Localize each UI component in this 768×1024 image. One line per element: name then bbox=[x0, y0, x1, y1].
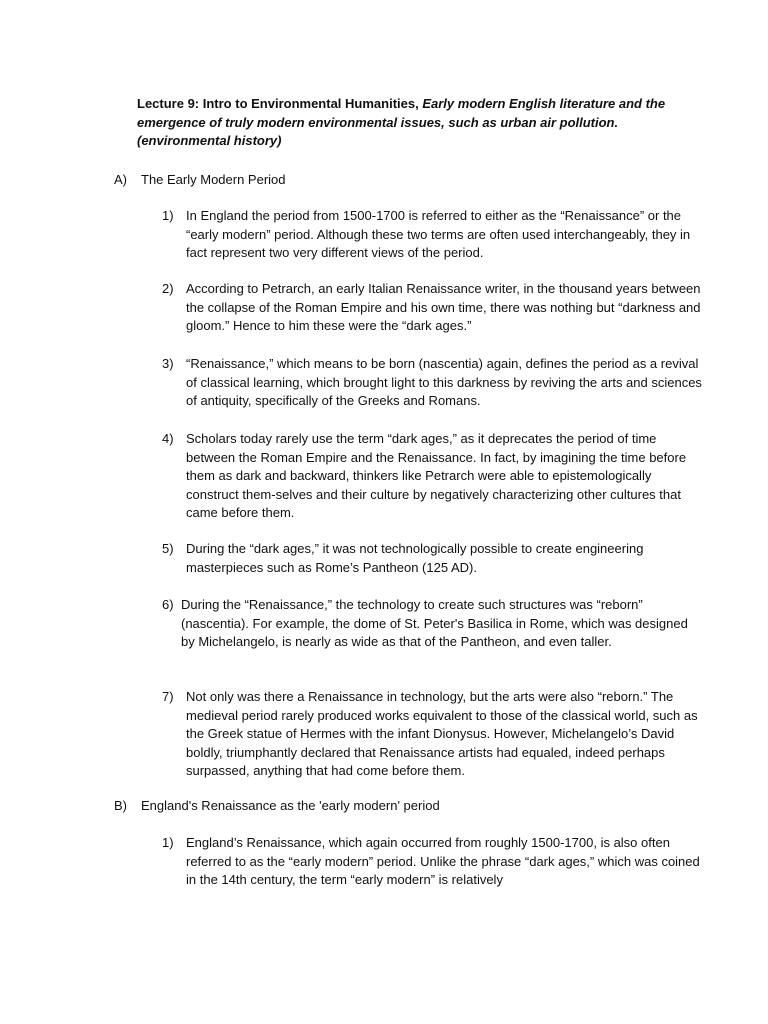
item-number: 7) bbox=[162, 689, 174, 704]
list-item bbox=[162, 688, 702, 781]
section-marker: B) bbox=[114, 798, 127, 813]
item-number: 3) bbox=[162, 356, 174, 371]
list-item bbox=[162, 355, 702, 411]
list-item bbox=[162, 207, 702, 263]
item-number: 6) bbox=[162, 597, 174, 612]
item-number: 4) bbox=[162, 431, 174, 446]
item-text: During the “dark ages,” it was not technologically possible to create engineering masterpieces such as Rome’s Pantheon (125 AD). bbox=[186, 541, 644, 575]
section-heading: England's Renaissance as the 'early modern' period bbox=[141, 798, 440, 813]
item-number: 2) bbox=[162, 281, 174, 296]
list-item bbox=[162, 280, 702, 336]
list-item bbox=[162, 596, 702, 652]
item-text: Scholars today rarely use the term “dark ages,” as it deprecates the period of time between the Roman Empire and the Renaissance. In fact, by imagining the time before them as dark and backward, thinkers like Petrarch were able to epistemologically construct them-selves and their culture by negatively characterizing other cultures that came before them. bbox=[186, 431, 687, 520]
item-text: During the “Renaissance,” the technology to create such structures was “reborn” (nascentia). For example, the dome of St. Peter's Basilica in Rome, which was designed by Michelangelo, is nearly as wide as that of the Pantheon, and even taller. bbox=[181, 597, 688, 649]
item-number: 1) bbox=[162, 835, 174, 850]
item-text: Not only was there a Renaissance in technology, but the arts were also “reborn.” The medieval period rarely produced works equivalent to those of the classical world, such as the Greek statue of Hermes with the infant Dionysus. However, Michelangelo’s David boldly, triumphantly declared that Renaissance artists had equaled, indeed perhaps surpassed, anything that had come before them. bbox=[186, 689, 698, 778]
section-marker: A) bbox=[114, 172, 127, 187]
item-text: “Renaissance,” which means to be born (nascentia) again, defines the period as a revival of classical learning, which brought light to this darkness by reviving the arts and sciences of antiquity, specifically of the Greeks and Romans. bbox=[186, 356, 702, 408]
title-italic: Early modern English literature and the emergence of truly modern environmental issues, such as urban air pollution. (environmental history) bbox=[137, 96, 666, 148]
title-bold: Lecture 9: Intro to Environmental Humanities, bbox=[137, 96, 419, 111]
lecture-title bbox=[137, 95, 697, 151]
list-item bbox=[162, 430, 702, 523]
item-text: In England the period from 1500-1700 is referred to either as the “Renaissance” or the “early modern” period. Although these two terms are often used interchangeably, they in fact represent two very different views of the period. bbox=[186, 208, 691, 260]
item-number: 1) bbox=[162, 208, 174, 223]
item-text: England’s Renaissance, which again occurred from roughly 1500-1700, is also often referred to as the “early modern” period. Unlike the phrase “dark ages,” which was coined in the 14th century, the term “early modern” is relatively bbox=[186, 835, 700, 887]
item-number: 5) bbox=[162, 541, 174, 556]
list-item bbox=[162, 540, 702, 577]
section-heading: The Early Modern Period bbox=[141, 172, 286, 187]
list-item bbox=[162, 834, 702, 890]
item-text: According to Petrarch, an early Italian Renaissance writer, in the thousand years between the collapse of the Roman Empire and his own time, there was nothing but “darkness and gloom.” Hence to him these were the “dark ages.” bbox=[186, 281, 701, 333]
